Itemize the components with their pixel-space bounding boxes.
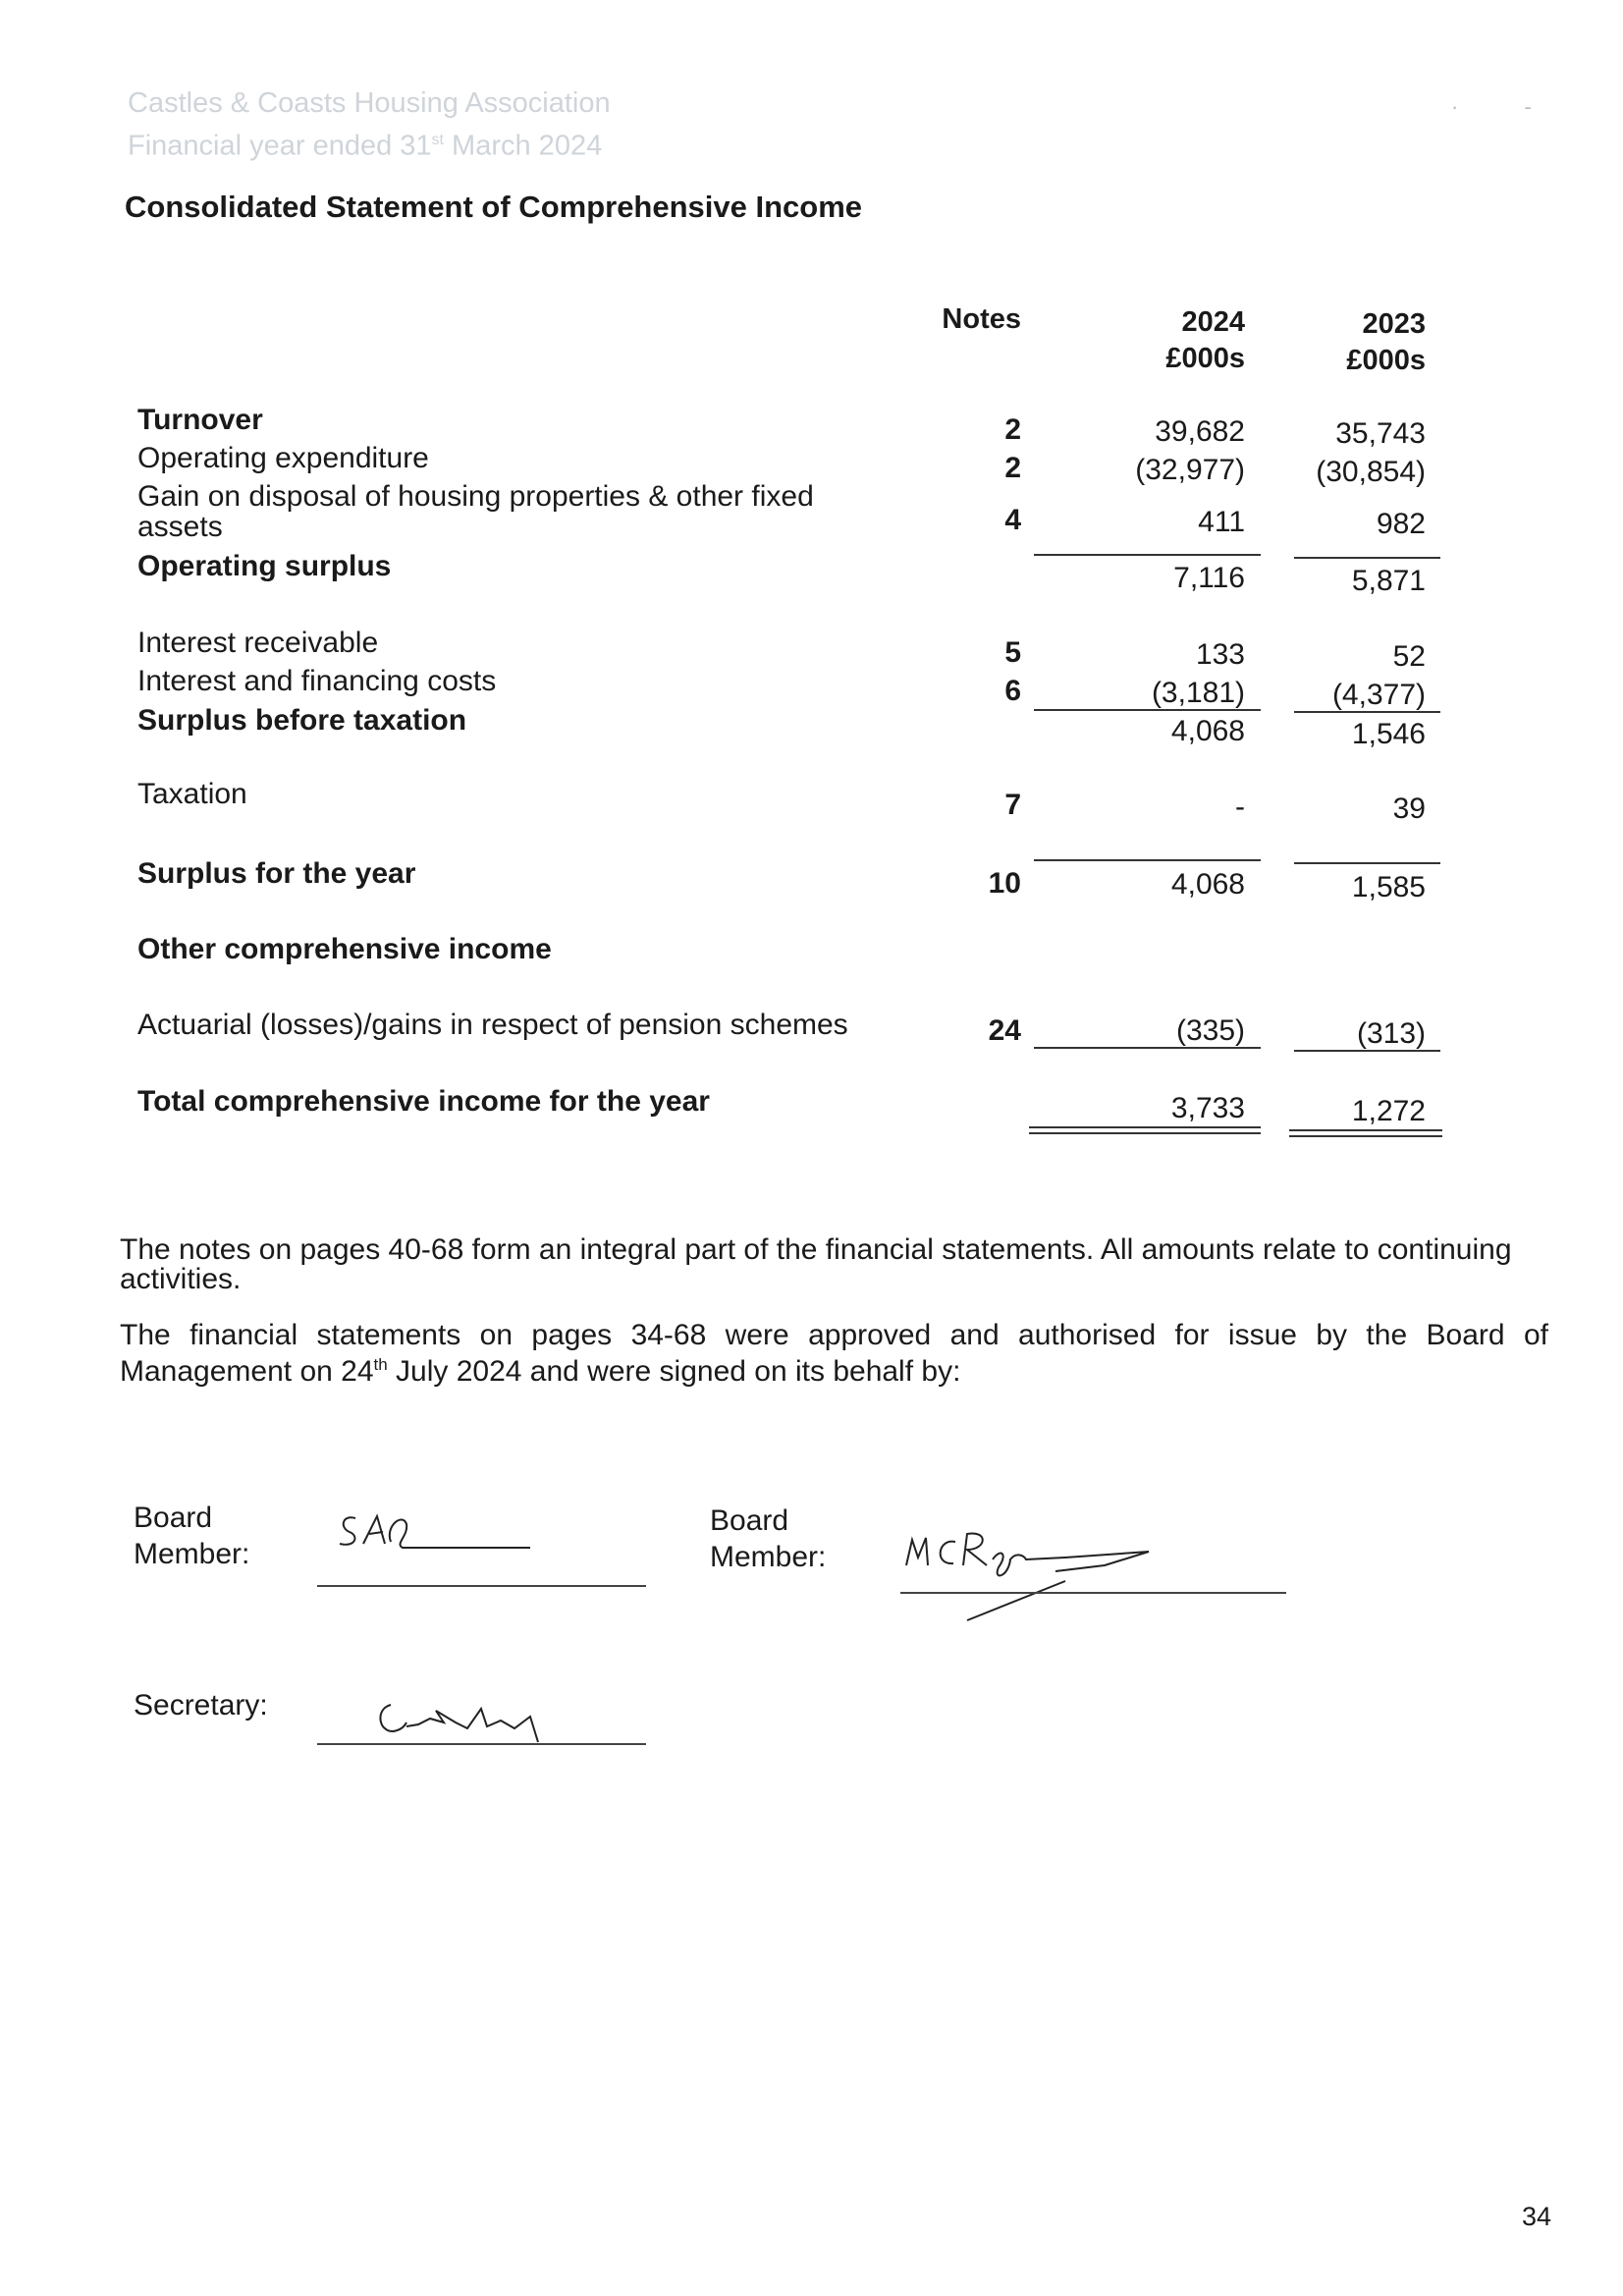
row-total-2024: 3,733: [1170, 1092, 1245, 1124]
board-member-2-signature: [898, 1520, 1163, 1628]
secretary-line: [317, 1743, 646, 1745]
col-notes: Notes: [942, 303, 1021, 335]
row-turnover-note: 2: [1004, 413, 1021, 446]
row-actuarial-2024: (335): [1175, 1014, 1245, 1047]
rule-act-2024: [1034, 1047, 1261, 1049]
rule-total-2023: [1289, 1129, 1442, 1137]
col-2023: 2023: [1362, 308, 1426, 340]
row-int-cost-label: Interest and financing costs: [137, 665, 497, 697]
secretary-label: Secretary:: [134, 1689, 268, 1722]
rule-tax-2024: [1034, 709, 1261, 711]
row-tax-note: 7: [1004, 789, 1021, 821]
board-member-1-line: [317, 1585, 646, 1587]
rule-total-2024: [1029, 1126, 1261, 1134]
row-total-label: Total comprehensive income for the year: [137, 1085, 710, 1118]
rule-op-2024: [1034, 554, 1261, 556]
header-year: Financial year ended 31st March 2024: [128, 130, 603, 162]
footnote-approval: The financial statements on pages 34-68 were approved and authorised for issue by the Board of Management on 24th July 2024 and were signed on its behalf by:: [120, 1319, 1548, 1388]
row-before-tax-2024: 4,068: [1170, 715, 1245, 747]
row-actuarial-note: 24: [988, 1014, 1021, 1047]
row-opex-note: 2: [1004, 452, 1021, 484]
row-surplus-year-label: Surplus for the year: [137, 857, 416, 890]
row-tax-label: Taxation: [137, 778, 247, 810]
row-opex-2023: (30,854): [1316, 456, 1426, 488]
row-tax-2023: 39: [1392, 793, 1426, 825]
row-gain-note: 4: [1004, 504, 1021, 536]
row-gain-label-1: Gain on disposal of housing properties & other fixed: [137, 480, 814, 513]
row-actuarial-label: Actuarial (losses)/gains in respect of pension schemes: [137, 1009, 848, 1041]
row-before-tax-2023: 1,546: [1351, 718, 1426, 750]
board-member-1-label: Board Member:: [134, 1502, 250, 1570]
row-gain-2024: 411: [1198, 506, 1245, 538]
row-opex-2024: (32,977): [1135, 454, 1245, 486]
page-number: 34: [1521, 2202, 1551, 2231]
col-2023-unit: £000s: [1346, 345, 1426, 376]
row-opex-label: Operating expenditure: [137, 442, 429, 474]
row-op-surplus-2023: 5,871: [1351, 565, 1426, 597]
rule-op-2023: [1294, 557, 1440, 559]
row-int-cost-2024: (3,181): [1151, 677, 1245, 709]
col-2024-unit: £000s: [1165, 343, 1245, 374]
row-surplus-year-2023: 1,585: [1351, 871, 1426, 903]
rule-year-2024: [1034, 859, 1261, 861]
secretary-signature: [373, 1695, 589, 1754]
row-oci-label: Other comprehensive income: [137, 933, 552, 965]
row-int-rec-2024: 133: [1195, 638, 1245, 671]
rule-act-2023: [1294, 1050, 1440, 1052]
scan-mark: · -: [1451, 94, 1532, 119]
row-surplus-year-note: 10: [988, 867, 1021, 900]
row-int-rec-2023: 52: [1392, 640, 1426, 673]
row-surplus-year-2024: 4,068: [1170, 868, 1245, 901]
board-member-2-line: [900, 1592, 1286, 1594]
board-member-2-label: Board Member:: [710, 1504, 827, 1573]
row-int-rec-label: Interest receivable: [137, 627, 379, 659]
board-member-1-signature: [334, 1504, 540, 1559]
row-tax-2024: -: [1235, 791, 1245, 823]
row-int-rec-note: 5: [1004, 636, 1021, 669]
col-2024: 2024: [1181, 306, 1245, 338]
row-op-surplus-label: Operating surplus: [137, 550, 392, 582]
footnote-integral: The notes on pages 40-68 form an integral part of the financial statements. All amounts relate to continuing activities.: [120, 1233, 1512, 1295]
row-before-tax-label: Surplus before taxation: [137, 704, 467, 737]
row-turnover-2024: 39,682: [1155, 415, 1245, 448]
rule-tax-2023: [1294, 711, 1440, 713]
row-int-cost-2023: (4,377): [1331, 679, 1426, 711]
row-turnover-2023: 35,743: [1335, 417, 1426, 450]
row-total-2023: 1,272: [1351, 1095, 1426, 1127]
rule-year-2023: [1294, 862, 1440, 864]
row-turnover-label: Turnover: [137, 404, 263, 436]
row-actuarial-2023: (313): [1356, 1017, 1426, 1050]
row-op-surplus-2024: 7,116: [1173, 562, 1245, 594]
page-title: Consolidated Statement of Comprehensive Income: [125, 190, 863, 224]
row-int-cost-note: 6: [1004, 675, 1021, 707]
row-gain-2023: 982: [1376, 508, 1426, 540]
row-gain-label-2: assets: [137, 511, 223, 543]
header-org: Castles & Coasts Housing Association: [128, 87, 611, 119]
